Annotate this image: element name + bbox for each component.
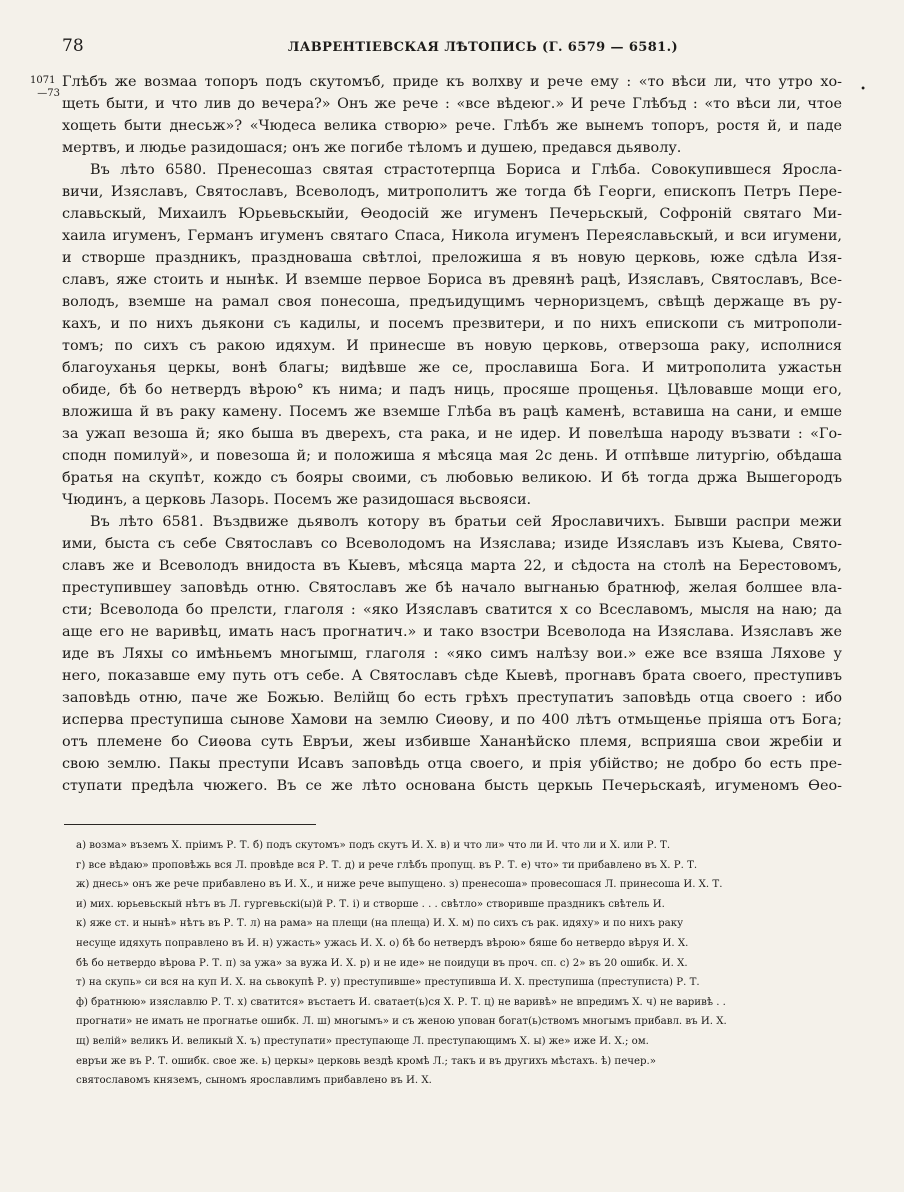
text-line: кахъ, и по нихъ дьякони съ кадилы, и посемъ презвитери, и по нихъ епископи съ митрополи- xyxy=(62,316,842,332)
text-line: заповѣдь отню, паче же Божью. Велійщ бо есть грѣхъ преступатиъ заповѣдь отца своего : ибо xyxy=(62,690,842,706)
margin-dot: • xyxy=(860,84,866,95)
text-line: Въ лѣто 6581. Въздвиже дьяволъ котору въ братьи сей Ярославичихъ. Бывши распри межи xyxy=(90,514,842,530)
text-line: хаила игуменъ, Германъ игуменъ святаго Спаса, Никола игуменъ Переяславьскый, и вси игумени, xyxy=(62,228,842,244)
footnote-line: г) все вѣдаю» проповѣжь вся Л. провѣде вся Р. Т. д) и рече глѣбъ пропущ. въ Р. Т. е) что» ти прибавлено въ Х. Р. Т. xyxy=(76,859,698,871)
footnote-line: т) на скупь» си вся на куп И. Х. на сьвокупѣ Р. у) преступивше» преступивша И. Х. преступиша (преступиста) Р. Т. xyxy=(76,977,700,989)
text-line: славъ, яже стоить и нынѣк. И вземше первое Бориса въ древянѣ рацѣ, Изяславъ, Святославъ, Все- xyxy=(62,272,842,288)
text-line: сподн помилуй», и повезоша й; и положиша я мѣсяца мая 2с день. И отпѣвше литургію, обѣдаша xyxy=(62,448,842,464)
footnote-line: евръи же въ Р. Т. ошибк. свое же. ь) церкы» церковь вездѣ кромѣ Л.; такъ и въ другихъ мѣстахъ. ѣ) печер.» xyxy=(76,1055,657,1067)
text-line: Глѣбъ же возмаа топоръ подъ скутомъб, приде къ волхву и рече ему : «то вѣси ли, что утро хо- xyxy=(62,74,842,90)
text-line: Чюдинъ, а церковь Лазорь. Посемъ же разидошася вьсвояси. xyxy=(62,492,532,508)
text-line: обиде, бѣ бо нетвердъ вѣрою° къ нима; и падъ ниць, просяше прощенья. Цѣловавше мощи его, xyxy=(62,382,842,398)
footnote-line: прогнати» не имать не прогнатье ошибк. Л. ш) многымъ» и съ женою упован богат(ь)ствомъ многымъ прибавл. въ И. Х. xyxy=(76,1016,727,1028)
text-line: хощеть быти днесьж»? «Чюдеса велика створю» рече. Глѣбъ же вынемъ топоръ, ростя й, и паде xyxy=(62,118,842,134)
footnote-line: щ) велій» великъ И. великый Х. ъ) преступати» преступающе Л. преступающимъ Х. ы) же» иже И. Х.; ом. xyxy=(76,1035,649,1047)
margin-year-start: 1071 xyxy=(30,75,56,86)
margin-year-end: —73 xyxy=(37,88,60,99)
text-line: вичи, Изяславъ, Святославъ, Всеволодъ, митрополитъ же тогда бѣ Георги, епископъ Петръ Пере- xyxy=(62,184,842,200)
running-title: ЛАВРЕНТIЕВСКАЯ ЛѢТОПИСЬ (Г. 6579 — 6581.) xyxy=(287,40,679,55)
text-line: отъ племене бо Сиѳова суть Евръи, жеы избивше Хананѣйско племя, всприяша свои жребіи и xyxy=(62,734,842,750)
text-line: за ужап везоша й; яко быша въ дверехъ, ста рака, и не идер. И повелѣша народу възвати : «Го- xyxy=(62,426,842,442)
text-line: исперва преступиша сынове Хамови на землю Сиѳову, и по 400 лѣтъ отмьщенье пріяша отъ Бога; xyxy=(62,712,842,728)
footnote-line: несуще идяхуть поправлено въ И. н) ужасть» ужась И. Х. о) бѣ бо нетвердъ вѣрою» бяше бо нетвердо вѣруя И. Х. xyxy=(76,937,689,949)
text-line: Въ лѣто 6580. Пренесошаз святая страстотерпца Бориса и Глѣба. Совокупившеся Яросла- xyxy=(90,162,842,178)
footnote-line: бѣ бо нетвердо вѣрова Р. Т. п) за ужа» за вужа И. Х. р) и не иде» не поидуци въ проч. сп. с) 2» въ 20 ошибк. И. Х. xyxy=(76,957,688,969)
text-line: ступати предѣла чюжего. Въ се же лѣто основана бысть церкыь Печерьскаяѣ, игуменомъ Ѳео- xyxy=(62,778,842,794)
text-line: братья на скупѣт, кождо съ бояры своими, съ любовью великою. И бѣ тогда држа Вышегородъ xyxy=(62,470,842,486)
page-number: 78 xyxy=(62,36,84,56)
footnotes xyxy=(76,836,843,1091)
text-line: мертвъ, и людье разидошася; онъ же погибе тѣломъ и душею, предався дьяволу. xyxy=(62,140,682,156)
text-line: ими, быста съ себе Святославъ со Всеволодомъ на Изяслава; изиде Изяславъ изъ Кыева, Свято- xyxy=(62,536,842,552)
footnote-line: ф) братнюю» изяславлю Р. Т. х) сватится» въстаетъ И. сватает(ь)ся Х. Р. Т. ц) не варивѣ» не впредимъ Х. ч) не варивѣ . . xyxy=(76,996,726,1008)
text-line: томъ; по сихъ съ ракою идяхум. И принесше въ новую церковь, отверзоша раку, исполнися xyxy=(62,338,842,354)
text-line: и створше праздникъ, праздноваша свѣтлоі, преложиша я въ новую церковь, юже сдѣла Изя- xyxy=(62,250,842,266)
footnote-line: к) яже ст. и нынѣ» нѣтъ въ Р. Т. л) на рама» на плещи (на плеща) И. Х. м) по сихъ съ рак. идяху» и по нихъ раку xyxy=(76,918,684,930)
text-line: вложиша й въ раку камену. Посемъ же вземше Глѣба въ рацѣ каменѣ, вставиша на сани, и емше xyxy=(62,404,842,420)
footnote-line: а) возма» въземъ Х. пріимъ Р. Т. б) подъ скутомъ» подъ скутъ И. Х. в) и что ли» что ли И. что ли и Х. или Р. Т. xyxy=(76,840,671,851)
footnote-line: святославомъ княземъ, сыномъ ярославлимъ прибавлено въ И. Х. xyxy=(76,1075,432,1087)
page-header xyxy=(62,36,844,58)
text-line: благоуханья церкы, вонѣ благы; видѣвше же се, прославиша Бога. И митрополита ужастьн xyxy=(62,360,842,376)
text-line: славъ же и Всеволодъ внидоста въ Кыевъ, мѣсяца марта 22, и сѣдоста на столѣ на Берестовомъ, xyxy=(62,558,842,574)
text-line: иде въ Ляхы со имѣньемъ многымш, глаголя : «яко симъ налѣзу вои.» еже все взяша Ляхове у xyxy=(62,646,842,662)
footnote-line: ж) днесь» онъ же рече прибавлено въ И. Х., и ниже рече выпущено. з) пренесоша» провесошася Л. принесоша И. Х. Т. xyxy=(76,879,723,891)
text-line: володъ, вземше на рамал своя понесоша, предъидущимъ черноризцемъ, свѣщѣ держаще въ ру- xyxy=(62,294,842,310)
text-line: славьскый, Михаилъ Юрьевьскыйи, Ѳеодосій же игуменъ Печерьскый, Софроній святаго Ми- xyxy=(62,206,842,222)
footnote-line: и) мих. юрьевьскый нѣтъ въ Л. гургевьскі(ы)й Р. Т. і) и створше . . . свѣтло» створивше праздникъ свѣтель И. xyxy=(76,898,665,910)
main-text xyxy=(62,71,842,797)
text-line: сти; Всеволода бо прелсти, глаголя : «яко Изяславъ сватится х со Всеславомъ, мысля на наю; да xyxy=(62,602,842,618)
margin-years xyxy=(30,74,60,100)
text-line: преступившеу заповѣдь отню. Святославъ же бѣ начало выгнанью братнюф, желая болшее вла- xyxy=(62,580,842,596)
text-line: него, показавше ему путь отъ себе. А Святославъ сѣде Кыевѣ, прогнавъ брата своего, преступивъ xyxy=(62,668,842,684)
text-line: щеть быти, и что лив до вечера?» Онъ же рече : «все вѣдеюг.» И рече Глѣбъд : «то вѣси ли, чтое xyxy=(62,96,842,112)
text-line: аще его не варивѣц, имать насъ прогнатич.» и тако взостри Всеволода на Изяслава. Изяславъ же xyxy=(62,624,842,640)
footnote-divider xyxy=(64,824,316,825)
text-line: свою землю. Пакы преступи Исавъ заповѣдь отца своего, и прія убійство; не добро бо есть пре- xyxy=(62,756,842,772)
